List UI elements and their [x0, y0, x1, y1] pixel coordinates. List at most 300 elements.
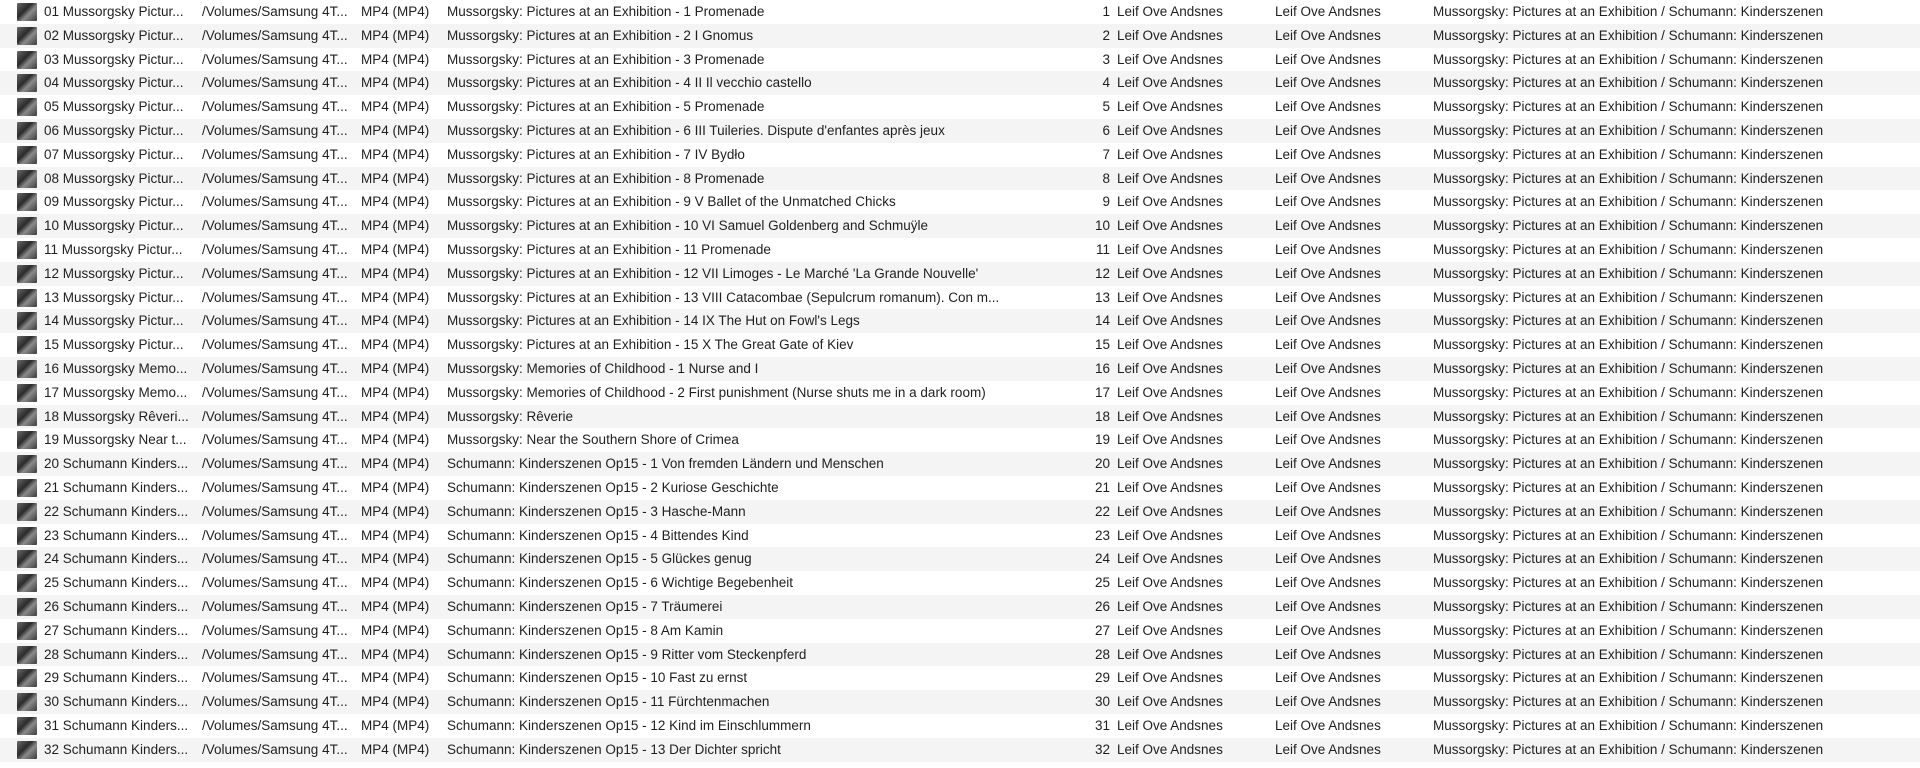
location-cell: /Volumes/Samsung 4T...: [202, 265, 348, 281]
track-row[interactable]: [0, 143, 1920, 167]
title-cell: Mussorgsky: Pictures at an Exhibition - 3 Promenade: [447, 51, 765, 67]
kind-cell: MP4 (MP4): [361, 646, 430, 662]
album-cell: Mussorgsky: Pictures at an Exhibition / Schumann: Kinderszenen: [1433, 122, 1824, 138]
artist-cell: Leif Ove Andsnes: [1117, 598, 1223, 614]
title-cell: Mussorgsky: Pictures at an Exhibition - 5 Promenade: [447, 99, 765, 115]
album-artist-cell: Leif Ove Andsnes: [1275, 551, 1381, 567]
kind-cell: MP4 (MP4): [361, 670, 430, 686]
location-cell: /Volumes/Samsung 4T...: [202, 432, 348, 448]
album-artwork-thumbnail-icon: [17, 717, 37, 735]
album-artist-cell: Leif Ove Andsnes: [1275, 694, 1381, 710]
location-cell: /Volumes/Samsung 4T...: [202, 313, 348, 329]
artist-cell: Leif Ove Andsnes: [1117, 241, 1223, 257]
location-cell: /Volumes/Samsung 4T...: [202, 27, 348, 43]
album-artist-cell: Leif Ove Andsnes: [1275, 360, 1381, 376]
file-name-cell: 32 Schumann Kinders...: [44, 741, 189, 757]
album-artist-cell: Leif Ove Andsnes: [1275, 241, 1381, 257]
track-number-cell: 5: [1102, 99, 1110, 115]
file-name-cell: 28 Schumann Kinders...: [44, 646, 189, 662]
track-row[interactable]: [0, 167, 1920, 191]
album-cell: Mussorgsky: Pictures at an Exhibition / Schumann: Kinderszenen: [1433, 51, 1824, 67]
track-row[interactable]: [0, 714, 1920, 738]
kind-cell: MP4 (MP4): [361, 598, 430, 614]
artist-cell: Leif Ove Andsnes: [1117, 479, 1223, 495]
kind-cell: MP4 (MP4): [361, 218, 430, 234]
album-artwork-thumbnail-icon: [17, 622, 37, 640]
track-row[interactable]: [0, 428, 1920, 452]
title-cell: Mussorgsky: Pictures at an Exhibition - 4 II Il vecchio castello: [447, 75, 812, 91]
location-cell: /Volumes/Samsung 4T...: [202, 194, 348, 210]
album-cell: Mussorgsky: Pictures at an Exhibition / Schumann: Kinderszenen: [1433, 479, 1824, 495]
file-name-cell: 14 Mussorgsky Pictur...: [44, 313, 184, 329]
artist-cell: Leif Ove Andsnes: [1117, 670, 1223, 686]
track-number-cell: 28: [1094, 646, 1110, 662]
track-number-cell: 18: [1094, 408, 1110, 424]
album-artist-cell: Leif Ove Andsnes: [1275, 456, 1381, 472]
location-cell: /Volumes/Samsung 4T...: [202, 146, 348, 162]
title-cell: Schumann: Kinderszenen Op15 - 12 Kind im Einschlummern: [447, 717, 811, 733]
file-name-cell: 01 Mussorgsky Pictur...: [44, 4, 184, 19]
track-row[interactable]: [0, 95, 1920, 119]
track-number-cell: 10: [1094, 218, 1110, 234]
album-cell: Mussorgsky: Pictures at an Exhibition / Schumann: Kinderszenen: [1433, 146, 1824, 162]
album-artist-cell: Leif Ove Andsnes: [1275, 51, 1381, 67]
location-cell: /Volumes/Samsung 4T...: [202, 170, 348, 186]
album-cell: Mussorgsky: Pictures at an Exhibition / Schumann: Kinderszenen: [1433, 432, 1824, 448]
title-cell: Mussorgsky: Pictures at an Exhibition - 7 IV Bydło: [447, 146, 745, 162]
title-cell: Mussorgsky: Pictures at an Exhibition - 1 Promenade: [447, 4, 765, 19]
title-cell: Mussorgsky: Pictures at an Exhibition - 14 IX The Hut on Fowl's Legs: [447, 313, 860, 329]
location-cell: /Volumes/Samsung 4T...: [202, 503, 348, 519]
kind-cell: MP4 (MP4): [361, 360, 430, 376]
track-number-cell: 25: [1094, 575, 1110, 591]
track-row[interactable]: [0, 286, 1920, 310]
file-name-cell: 27 Schumann Kinders...: [44, 622, 189, 638]
track-row[interactable]: [0, 571, 1920, 595]
album-cell: Mussorgsky: Pictures at an Exhibition / Schumann: Kinderszenen: [1433, 289, 1824, 305]
kind-cell: MP4 (MP4): [361, 170, 430, 186]
track-row[interactable]: [0, 333, 1920, 357]
file-name-cell: 16 Mussorgsky Memo...: [44, 360, 188, 376]
location-cell: /Volumes/Samsung 4T...: [202, 384, 348, 400]
track-row[interactable]: [0, 690, 1920, 714]
album-artwork-thumbnail-icon: [17, 312, 37, 330]
kind-cell: MP4 (MP4): [361, 289, 430, 305]
kind-cell: MP4 (MP4): [361, 75, 430, 91]
file-name-cell: 12 Mussorgsky Pictur...: [44, 265, 184, 281]
location-cell: /Volumes/Samsung 4T...: [202, 527, 348, 543]
track-number-cell: 30: [1094, 694, 1110, 710]
album-cell: Mussorgsky: Pictures at an Exhibition / Schumann: Kinderszenen: [1433, 670, 1824, 686]
album-cell: Mussorgsky: Pictures at an Exhibition / Schumann: Kinderszenen: [1433, 598, 1824, 614]
title-cell: Mussorgsky: Pictures at an Exhibition - 10 VI Samuel Goldenberg and Schmuÿle: [447, 218, 928, 234]
album-artist-cell: Leif Ove Andsnes: [1275, 622, 1381, 638]
kind-cell: MP4 (MP4): [361, 4, 430, 19]
track-number-cell: 2: [1102, 27, 1110, 43]
album-artwork-thumbnail-icon: [17, 693, 37, 711]
album-artwork-thumbnail-icon: [17, 289, 37, 307]
title-cell: Mussorgsky: Near the Southern Shore of Crimea: [447, 432, 739, 448]
track-row[interactable]: [0, 405, 1920, 429]
location-cell: /Volumes/Samsung 4T...: [202, 551, 348, 567]
location-cell: /Volumes/Samsung 4T...: [202, 717, 348, 733]
album-cell: Mussorgsky: Pictures at an Exhibition / Schumann: Kinderszenen: [1433, 360, 1824, 376]
album-artwork-thumbnail-icon: [17, 455, 37, 473]
album-cell: Mussorgsky: Pictures at an Exhibition / Schumann: Kinderszenen: [1433, 646, 1824, 662]
artist-cell: Leif Ove Andsnes: [1117, 456, 1223, 472]
album-artwork-thumbnail-icon: [17, 408, 37, 426]
album-artwork-thumbnail-icon: [17, 646, 37, 664]
track-row[interactable]: [0, 452, 1920, 476]
track-row[interactable]: [0, 24, 1920, 48]
track-number-cell: 12: [1094, 265, 1110, 281]
kind-cell: MP4 (MP4): [361, 432, 430, 448]
title-cell: Mussorgsky: Pictures at an Exhibition - 11 Promenade: [447, 241, 771, 257]
title-cell: Schumann: Kinderszenen Op15 - 2 Kuriose Geschichte: [447, 479, 779, 495]
file-name-cell: 02 Mussorgsky Pictur...: [44, 27, 184, 43]
kind-cell: MP4 (MP4): [361, 27, 430, 43]
kind-cell: MP4 (MP4): [361, 241, 430, 257]
track-number-cell: 3: [1102, 51, 1110, 67]
title-cell: Mussorgsky: Pictures at an Exhibition - 2 I Gnomus: [447, 27, 754, 43]
file-name-cell: 08 Mussorgsky Pictur...: [44, 170, 184, 186]
file-name-cell: 30 Schumann Kinders...: [44, 694, 189, 710]
title-cell: Mussorgsky: Memories of Childhood - 2 First punishment (Nurse shuts me in a dark room): [447, 384, 986, 400]
album-artist-cell: Leif Ove Andsnes: [1275, 670, 1381, 686]
location-cell: /Volumes/Samsung 4T...: [202, 4, 348, 19]
track-number-cell: 16: [1094, 360, 1110, 376]
album-artist-cell: Leif Ove Andsnes: [1275, 598, 1381, 614]
album-artwork-thumbnail-icon: [17, 360, 37, 378]
artist-cell: Leif Ove Andsnes: [1117, 741, 1223, 757]
file-name-cell: 18 Mussorgsky Rêveri...: [44, 408, 189, 424]
album-cell: Mussorgsky: Pictures at an Exhibition / Schumann: Kinderszenen: [1433, 313, 1824, 329]
title-cell: Schumann: Kinderszenen Op15 - 11 Fürchtenmachen: [447, 694, 770, 710]
file-name-cell: 15 Mussorgsky Pictur...: [44, 337, 184, 353]
artist-cell: Leif Ove Andsnes: [1117, 360, 1223, 376]
artist-cell: Leif Ove Andsnes: [1117, 503, 1223, 519]
track-number-cell: 13: [1094, 289, 1110, 305]
track-row[interactable]: [0, 643, 1920, 667]
file-name-cell: 06 Mussorgsky Pictur...: [44, 122, 184, 138]
album-artist-cell: Leif Ove Andsnes: [1275, 146, 1381, 162]
album-artwork-thumbnail-icon: [17, 574, 37, 592]
kind-cell: MP4 (MP4): [361, 551, 430, 567]
album-cell: Mussorgsky: Pictures at an Exhibition / Schumann: Kinderszenen: [1433, 265, 1824, 281]
track-row[interactable]: [0, 524, 1920, 548]
album-artwork-thumbnail-icon: [17, 193, 37, 211]
album-artwork-thumbnail-icon: [17, 170, 37, 188]
album-artist-cell: Leif Ove Andsnes: [1275, 384, 1381, 400]
location-cell: /Volumes/Samsung 4T...: [202, 408, 348, 424]
album-cell: Mussorgsky: Pictures at an Exhibition / Schumann: Kinderszenen: [1433, 456, 1824, 472]
title-cell: Schumann: Kinderszenen Op15 - 4 Bittendes Kind: [447, 527, 749, 543]
album-artist-cell: Leif Ove Andsnes: [1275, 717, 1381, 733]
album-artwork-thumbnail-icon: [17, 550, 37, 568]
track-number-cell: 6: [1102, 122, 1110, 138]
artist-cell: Leif Ove Andsnes: [1117, 551, 1223, 567]
title-cell: Mussorgsky: Pictures at an Exhibition - 9 V Ballet of the Unmatched Chicks: [447, 194, 896, 210]
file-name-cell: 11 Mussorgsky Pictur...: [44, 241, 183, 257]
file-name-cell: 20 Schumann Kinders...: [44, 456, 189, 472]
file-name-cell: 29 Schumann Kinders...: [44, 670, 189, 686]
track-number-cell: 31: [1094, 717, 1110, 733]
album-cell: Mussorgsky: Pictures at an Exhibition / Schumann: Kinderszenen: [1433, 170, 1824, 186]
track-number-cell: 15: [1094, 337, 1110, 353]
album-artwork-thumbnail-icon: [17, 527, 37, 545]
track-number-cell: 8: [1102, 170, 1110, 186]
kind-cell: MP4 (MP4): [361, 741, 430, 757]
artist-cell: Leif Ove Andsnes: [1117, 717, 1223, 733]
title-cell: Schumann: Kinderszenen Op15 - 7 Träumerei: [447, 598, 723, 614]
location-cell: /Volumes/Samsung 4T...: [202, 741, 348, 757]
artist-cell: Leif Ove Andsnes: [1117, 313, 1223, 329]
track-row[interactable]: [0, 309, 1920, 333]
file-name-cell: 23 Schumann Kinders...: [44, 527, 189, 543]
album-cell: Mussorgsky: Pictures at an Exhibition / Schumann: Kinderszenen: [1433, 622, 1824, 638]
file-name-cell: 10 Mussorgsky Pictur...: [44, 218, 184, 234]
title-cell: Schumann: Kinderszenen Op15 - 13 Der Dichter spricht: [447, 741, 781, 757]
file-name-cell: 25 Schumann Kinders...: [44, 575, 189, 591]
album-artist-cell: Leif Ove Andsnes: [1275, 337, 1381, 353]
file-name-cell: 13 Mussorgsky Pictur...: [44, 289, 184, 305]
artist-cell: Leif Ove Andsnes: [1117, 265, 1223, 281]
title-cell: Mussorgsky: Memories of Childhood - 1 Nurse and I: [447, 360, 759, 376]
album-artwork-thumbnail-icon: [17, 98, 37, 116]
album-artwork-thumbnail-icon: [17, 74, 37, 92]
album-artist-cell: Leif Ove Andsnes: [1275, 575, 1381, 591]
track-row[interactable]: [0, 500, 1920, 524]
track-number-cell: 14: [1094, 313, 1110, 329]
title-cell: Mussorgsky: Pictures at an Exhibition - 6 III Tuileries. Dispute d'enfantes après jeux: [447, 122, 945, 138]
track-row[interactable]: [0, 238, 1920, 262]
album-artwork-thumbnail-icon: [17, 241, 37, 259]
kind-cell: MP4 (MP4): [361, 456, 430, 472]
file-name-cell: 19 Mussorgsky Near t...: [44, 432, 187, 448]
album-cell: Mussorgsky: Pictures at an Exhibition / Schumann: Kinderszenen: [1433, 384, 1824, 400]
album-cell: Mussorgsky: Pictures at an Exhibition / Schumann: Kinderszenen: [1433, 741, 1824, 757]
title-cell: Schumann: Kinderszenen Op15 - 5 Glückes genug: [447, 551, 752, 567]
title-cell: Schumann: Kinderszenen Op15 - 6 Wichtige Begebenheit: [447, 575, 793, 591]
album-artist-cell: Leif Ove Andsnes: [1275, 4, 1381, 19]
title-cell: Schumann: Kinderszenen Op15 - 1 Von fremden Ländern und Menschen: [447, 456, 884, 472]
kind-cell: MP4 (MP4): [361, 622, 430, 638]
album-artwork-thumbnail-icon: [17, 146, 37, 164]
kind-cell: MP4 (MP4): [361, 194, 430, 210]
track-row[interactable]: [0, 595, 1920, 619]
kind-cell: MP4 (MP4): [361, 384, 430, 400]
title-cell: Schumann: Kinderszenen Op15 - 10 Fast zu ernst: [447, 670, 748, 686]
album-cell: Mussorgsky: Pictures at an Exhibition / Schumann: Kinderszenen: [1433, 575, 1824, 591]
album-cell: Mussorgsky: Pictures at an Exhibition / Schumann: Kinderszenen: [1433, 27, 1824, 43]
album-artwork-thumbnail-icon: [17, 265, 37, 283]
location-cell: /Volumes/Samsung 4T...: [202, 622, 348, 638]
location-cell: /Volumes/Samsung 4T...: [202, 337, 348, 353]
kind-cell: MP4 (MP4): [361, 146, 430, 162]
file-name-cell: 17 Mussorgsky Memo...: [44, 384, 188, 400]
track-number-cell: 21: [1094, 479, 1110, 495]
album-artwork-thumbnail-icon: [17, 669, 37, 687]
track-number-cell: 1: [1102, 4, 1110, 19]
track-row[interactable]: [0, 357, 1920, 381]
kind-cell: MP4 (MP4): [361, 408, 430, 424]
kind-cell: MP4 (MP4): [361, 575, 430, 591]
track-row[interactable]: [0, 190, 1920, 214]
track-number-cell: 29: [1094, 670, 1110, 686]
location-cell: /Volumes/Samsung 4T...: [202, 670, 348, 686]
kind-cell: MP4 (MP4): [361, 313, 430, 329]
album-artist-cell: Leif Ove Andsnes: [1275, 503, 1381, 519]
album-cell: Mussorgsky: Pictures at an Exhibition / Schumann: Kinderszenen: [1433, 503, 1824, 519]
title-cell: Mussorgsky: Pictures at an Exhibition - 13 VIII Catacombae (Sepulcrum romanum). Con m...: [447, 289, 1000, 305]
album-cell: Mussorgsky: Pictures at an Exhibition / Schumann: Kinderszenen: [1433, 717, 1824, 733]
album-cell: Mussorgsky: Pictures at an Exhibition / Schumann: Kinderszenen: [1433, 527, 1824, 543]
album-artwork-thumbnail-icon: [17, 431, 37, 449]
artist-cell: Leif Ove Andsnes: [1117, 122, 1223, 138]
title-cell: Mussorgsky: Rêverie: [447, 408, 574, 424]
artist-cell: Leif Ove Andsnes: [1117, 146, 1223, 162]
album-artwork-thumbnail-icon: [17, 27, 37, 45]
album-artwork-thumbnail-icon: [17, 336, 37, 354]
album-artist-cell: Leif Ove Andsnes: [1275, 75, 1381, 91]
album-cell: Mussorgsky: Pictures at an Exhibition / Schumann: Kinderszenen: [1433, 75, 1824, 91]
album-artwork-thumbnail-icon: [17, 741, 37, 759]
album-artist-cell: Leif Ove Andsnes: [1275, 479, 1381, 495]
artist-cell: Leif Ove Andsnes: [1117, 527, 1223, 543]
album-cell: Mussorgsky: Pictures at an Exhibition / Schumann: Kinderszenen: [1433, 337, 1824, 353]
track-row[interactable]: [0, 619, 1920, 643]
location-cell: /Volumes/Samsung 4T...: [202, 289, 348, 305]
track-number-cell: 9: [1102, 194, 1110, 210]
track-number-cell: 32: [1094, 741, 1110, 757]
track-number-cell: 26: [1094, 598, 1110, 614]
file-name-cell: 31 Schumann Kinders...: [44, 717, 189, 733]
album-artwork-thumbnail-icon: [17, 51, 37, 69]
artist-cell: Leif Ove Andsnes: [1117, 408, 1223, 424]
track-number-cell: 7: [1102, 146, 1110, 162]
track-row[interactable]: [0, 738, 1920, 762]
album-cell: Mussorgsky: Pictures at an Exhibition / Schumann: Kinderszenen: [1433, 194, 1824, 210]
track-number-cell: 27: [1094, 622, 1110, 638]
kind-cell: MP4 (MP4): [361, 503, 430, 519]
track-number-cell: 4: [1102, 75, 1110, 91]
location-cell: /Volumes/Samsung 4T...: [202, 122, 348, 138]
location-cell: /Volumes/Samsung 4T...: [202, 646, 348, 662]
file-name-cell: 07 Mussorgsky Pictur...: [44, 146, 184, 162]
album-artwork-thumbnail-icon: [17, 217, 37, 235]
track-row[interactable]: [0, 476, 1920, 500]
artist-cell: Leif Ove Andsnes: [1117, 622, 1223, 638]
album-artist-cell: Leif Ove Andsnes: [1275, 122, 1381, 138]
album-artist-cell: Leif Ove Andsnes: [1275, 289, 1381, 305]
artist-cell: Leif Ove Andsnes: [1117, 4, 1223, 19]
album-cell: Mussorgsky: Pictures at an Exhibition / Schumann: Kinderszenen: [1433, 551, 1824, 567]
album-artist-cell: Leif Ove Andsnes: [1275, 194, 1381, 210]
title-cell: Schumann: Kinderszenen Op15 - 3 Hasche-Mann: [447, 503, 746, 519]
file-name-cell: 24 Schumann Kinders...: [44, 551, 189, 567]
track-number-cell: 24: [1094, 551, 1110, 567]
location-cell: /Volumes/Samsung 4T...: [202, 456, 348, 472]
album-cell: Mussorgsky: Pictures at an Exhibition / Schumann: Kinderszenen: [1433, 408, 1824, 424]
artist-cell: Leif Ove Andsnes: [1117, 289, 1223, 305]
album-artist-cell: Leif Ove Andsnes: [1275, 741, 1381, 757]
track-number-cell: 17: [1094, 384, 1110, 400]
album-artwork-thumbnail-icon: [17, 503, 37, 521]
track-row[interactable]: [0, 0, 1920, 24]
location-cell: /Volumes/Samsung 4T...: [202, 575, 348, 591]
title-cell: Mussorgsky: Pictures at an Exhibition - 8 Promenade: [447, 170, 765, 186]
kind-cell: MP4 (MP4): [361, 694, 430, 710]
artist-cell: Leif Ove Andsnes: [1117, 646, 1223, 662]
album-cell: Mussorgsky: Pictures at an Exhibition / Schumann: Kinderszenen: [1433, 99, 1824, 115]
title-cell: Schumann: Kinderszenen Op15 - 8 Am Kamin: [447, 622, 724, 638]
kind-cell: MP4 (MP4): [361, 122, 430, 138]
artist-cell: Leif Ove Andsnes: [1117, 694, 1223, 710]
location-cell: /Volumes/Samsung 4T...: [202, 241, 348, 257]
location-cell: /Volumes/Samsung 4T...: [202, 360, 348, 376]
artist-cell: Leif Ove Andsnes: [1117, 170, 1223, 186]
artist-cell: Leif Ove Andsnes: [1117, 194, 1223, 210]
artist-cell: Leif Ove Andsnes: [1117, 432, 1223, 448]
track-number-cell: 20: [1094, 456, 1110, 472]
album-cell: Mussorgsky: Pictures at an Exhibition / Schumann: Kinderszenen: [1433, 4, 1824, 19]
artist-cell: Leif Ove Andsnes: [1117, 384, 1223, 400]
album-artwork-thumbnail-icon: [17, 3, 37, 21]
file-name-cell: 04 Mussorgsky Pictur...: [44, 75, 184, 91]
album-artist-cell: Leif Ove Andsnes: [1275, 27, 1381, 43]
title-cell: Mussorgsky: Pictures at an Exhibition - 15 X The Great Gate of Kiev: [447, 337, 854, 353]
track-row[interactable]: [0, 119, 1920, 143]
album-cell: Mussorgsky: Pictures at an Exhibition / Schumann: Kinderszenen: [1433, 694, 1824, 710]
track-number-cell: 22: [1094, 503, 1110, 519]
file-name-cell: 22 Schumann Kinders...: [44, 503, 189, 519]
location-cell: /Volumes/Samsung 4T...: [202, 218, 348, 234]
file-name-cell: 26 Schumann Kinders...: [44, 598, 189, 614]
track-row[interactable]: [0, 214, 1920, 238]
file-name-cell: 03 Mussorgsky Pictur...: [44, 51, 184, 67]
file-name-cell: 09 Mussorgsky Pictur...: [44, 194, 184, 210]
track-row[interactable]: [0, 262, 1920, 286]
album-artwork-thumbnail-icon: [17, 384, 37, 402]
kind-cell: MP4 (MP4): [361, 337, 430, 353]
location-cell: /Volumes/Samsung 4T...: [202, 598, 348, 614]
track-number-cell: 11: [1095, 241, 1110, 257]
track-row[interactable]: [0, 547, 1920, 571]
location-cell: /Volumes/Samsung 4T...: [202, 479, 348, 495]
location-cell: /Volumes/Samsung 4T...: [202, 51, 348, 67]
track-row[interactable]: [0, 666, 1920, 690]
album-cell: Mussorgsky: Pictures at an Exhibition / Schumann: Kinderszenen: [1433, 241, 1824, 257]
album-artwork-thumbnail-icon: [17, 122, 37, 140]
artist-cell: Leif Ove Andsnes: [1117, 218, 1223, 234]
album-artist-cell: Leif Ove Andsnes: [1275, 408, 1381, 424]
title-cell: Mussorgsky: Pictures at an Exhibition - 12 VII Limoges - Le Marché 'La Grande Nouvelle': [447, 265, 979, 281]
album-artist-cell: Leif Ove Andsnes: [1275, 313, 1381, 329]
album-cell: Mussorgsky: Pictures at an Exhibition / Schumann: Kinderszenen: [1433, 218, 1824, 234]
album-artist-cell: Leif Ove Andsnes: [1275, 218, 1381, 234]
kind-cell: MP4 (MP4): [361, 265, 430, 281]
track-number-cell: 19: [1094, 432, 1110, 448]
track-row[interactable]: [0, 48, 1920, 72]
track-row[interactable]: [0, 71, 1920, 95]
album-artist-cell: Leif Ove Andsnes: [1275, 646, 1381, 662]
album-artist-cell: Leif Ove Andsnes: [1275, 432, 1381, 448]
track-row[interactable]: [0, 381, 1920, 405]
kind-cell: MP4 (MP4): [361, 717, 430, 733]
album-artist-cell: Leif Ove Andsnes: [1275, 527, 1381, 543]
track-number-cell: 23: [1094, 527, 1110, 543]
album-artwork-thumbnail-icon: [17, 479, 37, 497]
